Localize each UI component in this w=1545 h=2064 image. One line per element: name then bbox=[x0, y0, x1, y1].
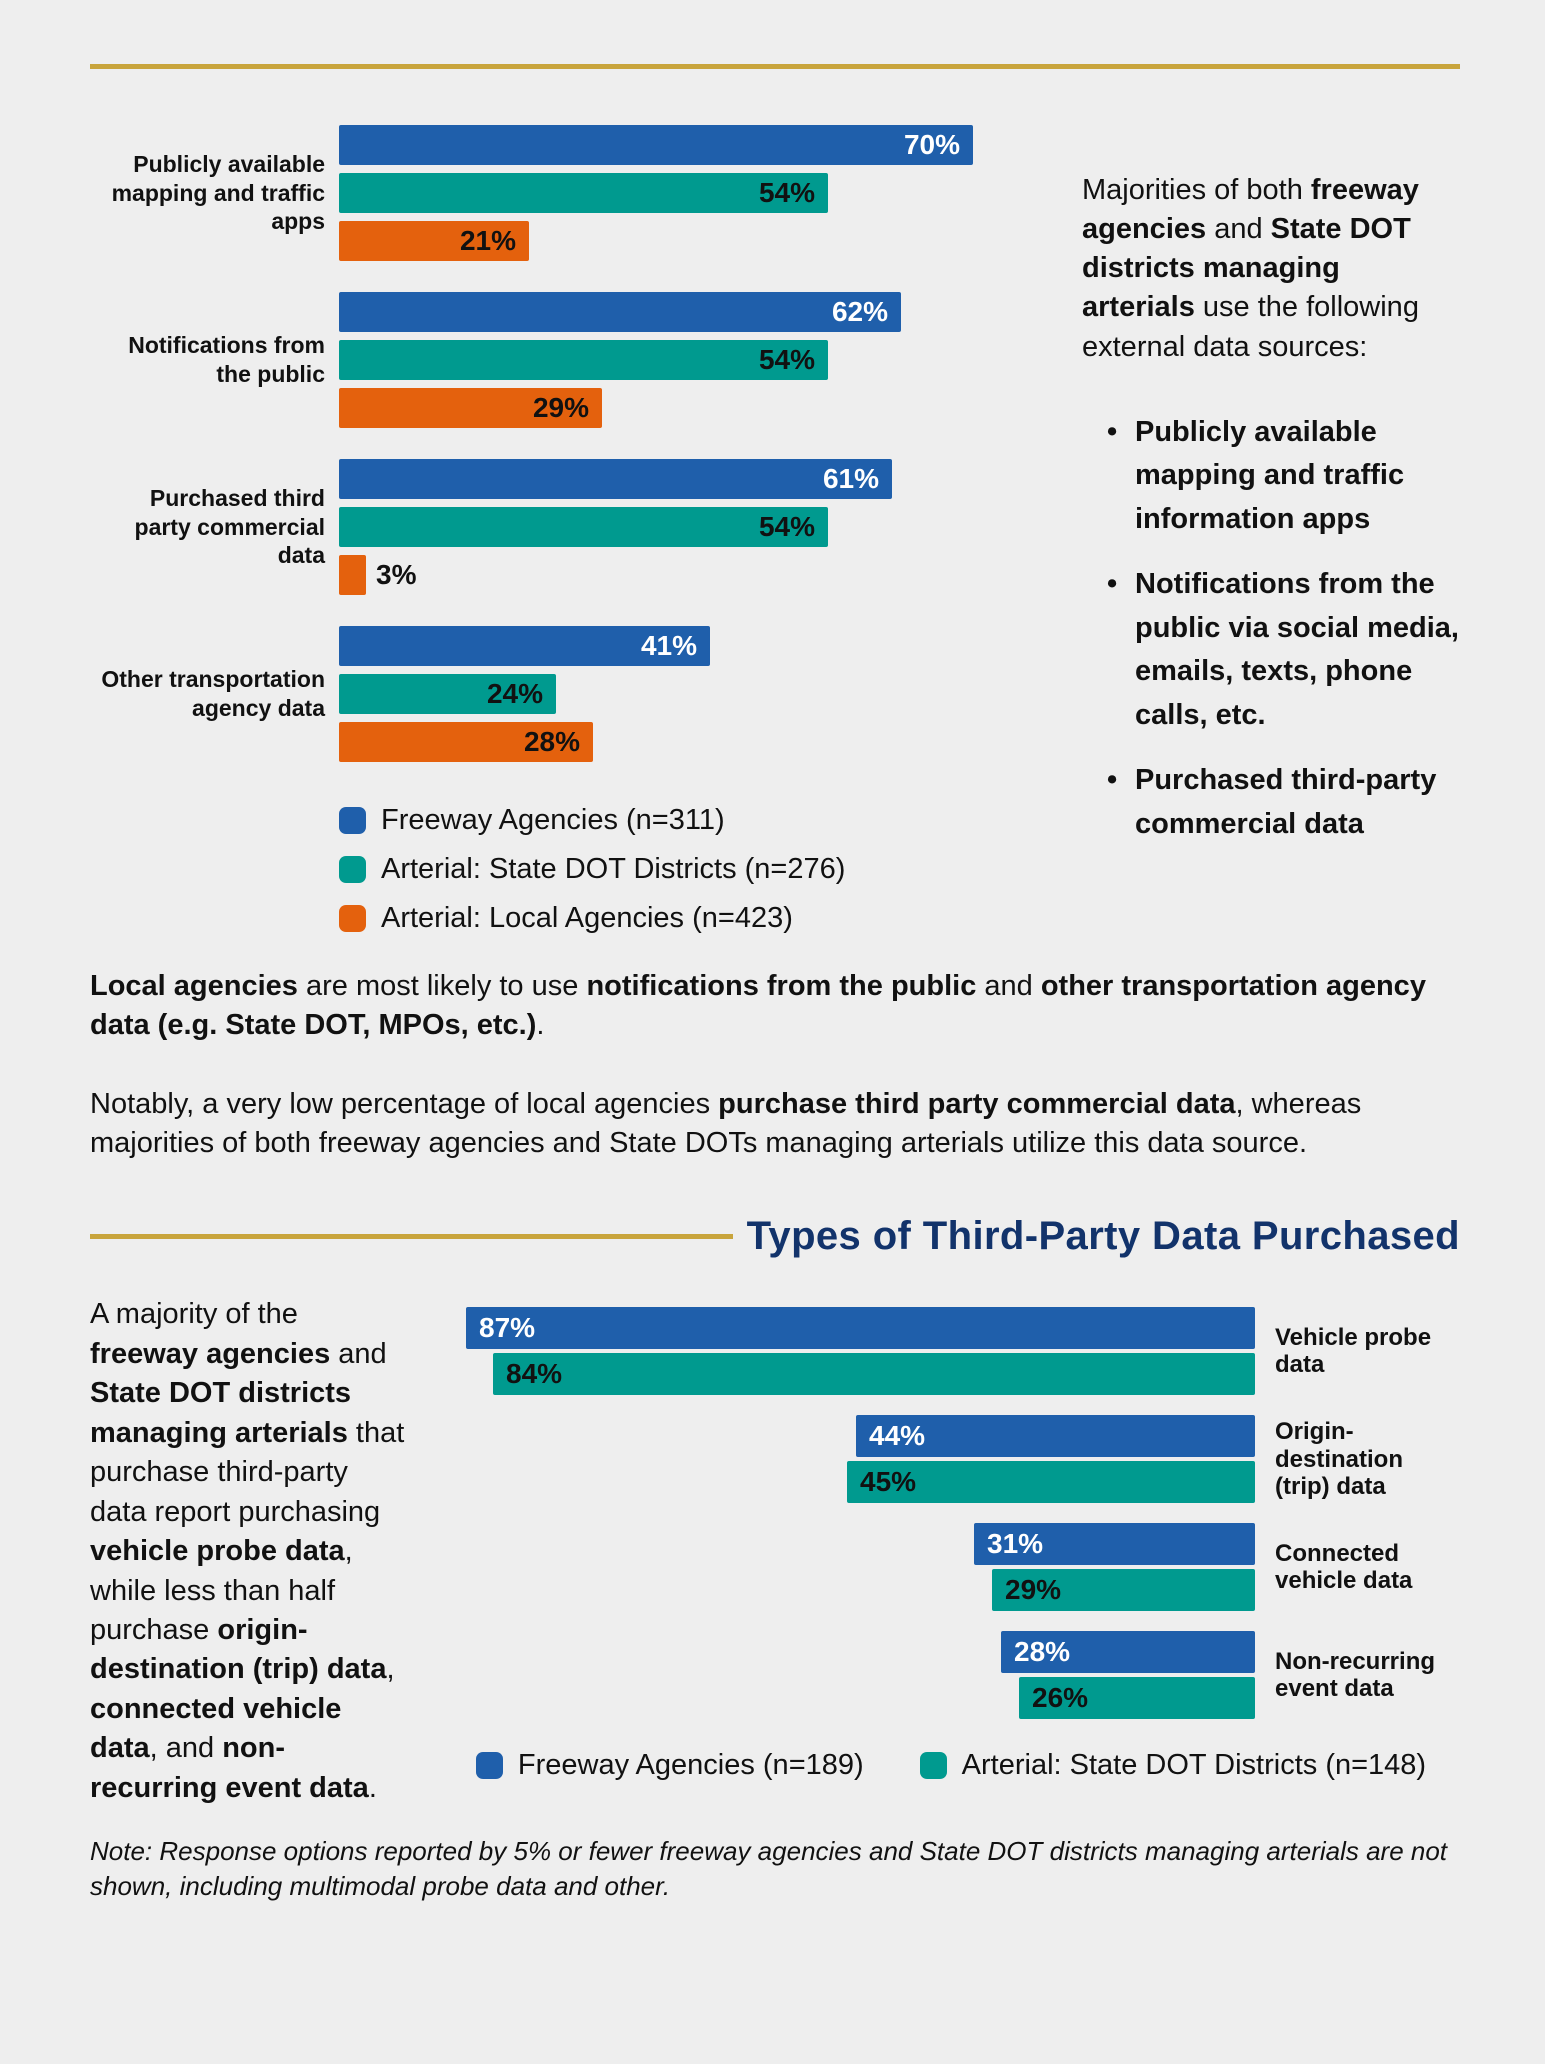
chart2-category-label: Non-recurring event data bbox=[1275, 1647, 1436, 1703]
chart1-bar-row bbox=[339, 292, 995, 332]
chart2-bar-row bbox=[442, 1307, 1255, 1349]
chart1-bar-value-label: 41% bbox=[640, 630, 697, 661]
chart2-bars bbox=[442, 1415, 1255, 1503]
chart1-group bbox=[90, 292, 995, 428]
chart1-bar bbox=[339, 674, 556, 714]
section1-bullet-list bbox=[1082, 411, 1460, 847]
chart1-bar-value-label: 29% bbox=[532, 392, 589, 423]
chart1-plot-area bbox=[90, 125, 995, 762]
chart2-bar-value-label: 26% bbox=[1032, 1682, 1089, 1714]
chart1-bar-row bbox=[339, 626, 995, 666]
legend-item bbox=[339, 804, 995, 837]
legend-swatch bbox=[476, 1752, 503, 1779]
chart2-bar bbox=[974, 1523, 1255, 1565]
chart2-group bbox=[442, 1307, 1460, 1395]
chart2-bar-value-label: 28% bbox=[1014, 1636, 1071, 1668]
bullet-dot: • bbox=[1107, 568, 1118, 601]
bullet-text: Publicly available mapping and traffic information apps bbox=[1135, 415, 1405, 535]
chart1-group bbox=[90, 459, 995, 595]
chart2-bar bbox=[1001, 1631, 1255, 1673]
section2-header bbox=[90, 1214, 1460, 1259]
chart2-bar-row bbox=[442, 1461, 1255, 1503]
chart1-bar-row bbox=[339, 173, 995, 213]
chart1-bar-row bbox=[339, 221, 995, 261]
chart2-bar-row bbox=[442, 1523, 1255, 1565]
chart2-bar-row bbox=[442, 1569, 1255, 1611]
chart1-category-label: Publicly available mapping and traffic apps bbox=[111, 150, 325, 235]
chart2-group bbox=[442, 1631, 1460, 1719]
chart2-bar-value-label: 31% bbox=[987, 1528, 1044, 1560]
chart1-bar-row bbox=[339, 674, 995, 714]
chart2-group bbox=[442, 1415, 1460, 1503]
chart2-bar-row bbox=[442, 1353, 1255, 1395]
chart2-bar bbox=[1019, 1677, 1255, 1719]
chart1-bar-value-label: 70% bbox=[903, 129, 960, 160]
external-data-sources-section bbox=[90, 125, 1460, 935]
chart2-bar-value-label: 45% bbox=[860, 1466, 917, 1498]
chart2-bars bbox=[442, 1307, 1255, 1395]
chart2-group bbox=[442, 1523, 1460, 1611]
chart2-category-label: Connected vehicle data bbox=[1275, 1539, 1413, 1595]
external-data-sources-chart bbox=[90, 125, 995, 935]
chart1-bars bbox=[339, 459, 995, 595]
chart1-category-label: Notifications from the public bbox=[128, 332, 325, 387]
chart1-bar bbox=[339, 340, 828, 380]
section1-side-text bbox=[1082, 125, 1460, 935]
chart2-bar bbox=[493, 1353, 1255, 1395]
legend-item bbox=[339, 902, 995, 935]
section2-title: Types of Third-Party Data Purchased bbox=[746, 1214, 1460, 1259]
chart2-bar bbox=[992, 1569, 1255, 1611]
chart2-bars bbox=[442, 1631, 1255, 1719]
chart1-bar bbox=[339, 626, 710, 666]
chart1-bar-row bbox=[339, 340, 995, 380]
section2-side-text: A majority of the freeway agencies and State DOT districts managing arterials that purchase third-party data report purchasing vehicle probe data, while less than half purchase origin-destination (trip) data, connected vehicle data, and non-recurring event data. bbox=[90, 1298, 405, 1804]
chart1-bar-value-label: 62% bbox=[831, 296, 888, 327]
chart2-legend bbox=[442, 1749, 1460, 1782]
legend-swatch bbox=[339, 905, 366, 932]
legend-label: Arterial: State DOT Districts (n=276) bbox=[381, 853, 846, 885]
legend-item bbox=[339, 853, 995, 886]
chart1-bar bbox=[339, 507, 828, 547]
chart2-plot-area bbox=[442, 1307, 1460, 1719]
chart2-category-label: Vehicle probe data bbox=[1275, 1323, 1432, 1379]
chart2-bar-row bbox=[442, 1631, 1255, 1673]
chart1-bar-value-label: 54% bbox=[758, 344, 815, 375]
chart1-bar-value-label: 3% bbox=[376, 559, 417, 590]
legend-swatch bbox=[339, 856, 366, 883]
chart2-bar bbox=[466, 1307, 1255, 1349]
chart1-bar bbox=[339, 125, 973, 165]
page bbox=[0, 64, 1545, 2064]
chart1-category-label: Purchased third party commercial data bbox=[134, 484, 325, 569]
legend-swatch bbox=[339, 807, 366, 834]
third-party-data-chart bbox=[442, 1295, 1460, 1808]
legend-label: Freeway Agencies (n=311) bbox=[381, 804, 725, 836]
chart1-bar-value-label: 21% bbox=[459, 225, 516, 256]
chart2-bar-value-label: 29% bbox=[1005, 1574, 1062, 1606]
section2-gold-divider bbox=[90, 1234, 733, 1239]
chart1-bar bbox=[339, 722, 593, 762]
legend-item bbox=[476, 1749, 864, 1782]
chart1-bar bbox=[339, 221, 529, 261]
chart1-bar-row bbox=[339, 722, 995, 762]
chart1-bars bbox=[339, 292, 995, 428]
chart1-group bbox=[90, 626, 995, 762]
chart1-bar-value-label: 54% bbox=[758, 511, 815, 542]
chart1-bar bbox=[339, 173, 828, 213]
bullet-item bbox=[1082, 411, 1460, 542]
chart1-legend bbox=[339, 804, 995, 935]
chart1-bar bbox=[339, 388, 602, 428]
legend-swatch bbox=[920, 1752, 947, 1779]
chart1-group bbox=[90, 125, 995, 261]
chart2-bar bbox=[847, 1461, 1255, 1503]
chart1-bar-row bbox=[339, 555, 995, 595]
chart2-bar-row bbox=[442, 1677, 1255, 1719]
notably-paragraph: Notably, a very low percentage of local agencies purchase third party commercial data, whereas majorities of both freeway agencies and State DOTs managing arterials utilize this data source. bbox=[90, 1087, 1362, 1159]
chart2-bar-row bbox=[442, 1415, 1255, 1457]
chart1-bar bbox=[339, 292, 901, 332]
bullet-text: Notifications from the public via social media, emails, texts, phone calls, etc. bbox=[1135, 568, 1459, 731]
bullet-item bbox=[1082, 759, 1460, 846]
legend-label: Arterial: State DOT Districts (n=148) bbox=[961, 1749, 1427, 1782]
bullet-item bbox=[1082, 563, 1460, 737]
chart1-bar-value-label: 28% bbox=[523, 726, 580, 757]
legend-item bbox=[920, 1749, 1426, 1782]
chart2-bar-value-label: 84% bbox=[506, 1358, 563, 1390]
chart1-bar bbox=[339, 459, 892, 499]
bullet-text: Purchased third-party commercial data bbox=[1135, 764, 1437, 840]
bullet-dot: • bbox=[1107, 415, 1118, 448]
chart1-bar-row bbox=[339, 388, 995, 428]
legend-label: Freeway Agencies (n=189) bbox=[517, 1749, 864, 1782]
chart1-bar-value-label: 24% bbox=[486, 678, 543, 709]
footnote: Note: Response options reported by 5% or fewer freeway agencies and State DOT districts managing arterials are not shown, including multimodal probe data and other. bbox=[90, 1836, 1448, 1902]
chart1-bar-row bbox=[339, 125, 995, 165]
chart1-bar-row bbox=[339, 507, 995, 547]
chart2-category-label: Origin-destination (trip) data bbox=[1275, 1418, 1404, 1501]
chart1-bar bbox=[339, 555, 366, 595]
chart2-bar bbox=[856, 1415, 1255, 1457]
chart1-category-label: Other transportation agency data bbox=[101, 666, 325, 721]
chart2-bars bbox=[442, 1523, 1255, 1611]
chart1-bars bbox=[339, 626, 995, 762]
chart1-bar-value-label: 54% bbox=[758, 177, 815, 208]
legend-label: Arterial: Local Agencies (n=423) bbox=[381, 902, 793, 934]
chart1-bars bbox=[339, 125, 995, 261]
local-agencies-paragraph: Local agencies are most likely to use notifications from the public and other transportation agency data (e.g. State DOT, MPOs, etc.). bbox=[90, 970, 1426, 1041]
chart1-bar-row bbox=[339, 459, 995, 499]
chart1-bar-value-label: 61% bbox=[822, 463, 879, 494]
bullet-dot: • bbox=[1107, 764, 1118, 797]
third-party-data-section bbox=[90, 1295, 1460, 1808]
chart2-bar-value-label: 87% bbox=[479, 1312, 536, 1344]
section1-intro-text: Majorities of both freeway agencies and State DOT districts managing arterials use the following external data sources: bbox=[1082, 174, 1419, 363]
top-gold-divider bbox=[90, 64, 1460, 69]
chart2-bar-value-label: 44% bbox=[869, 1420, 926, 1452]
